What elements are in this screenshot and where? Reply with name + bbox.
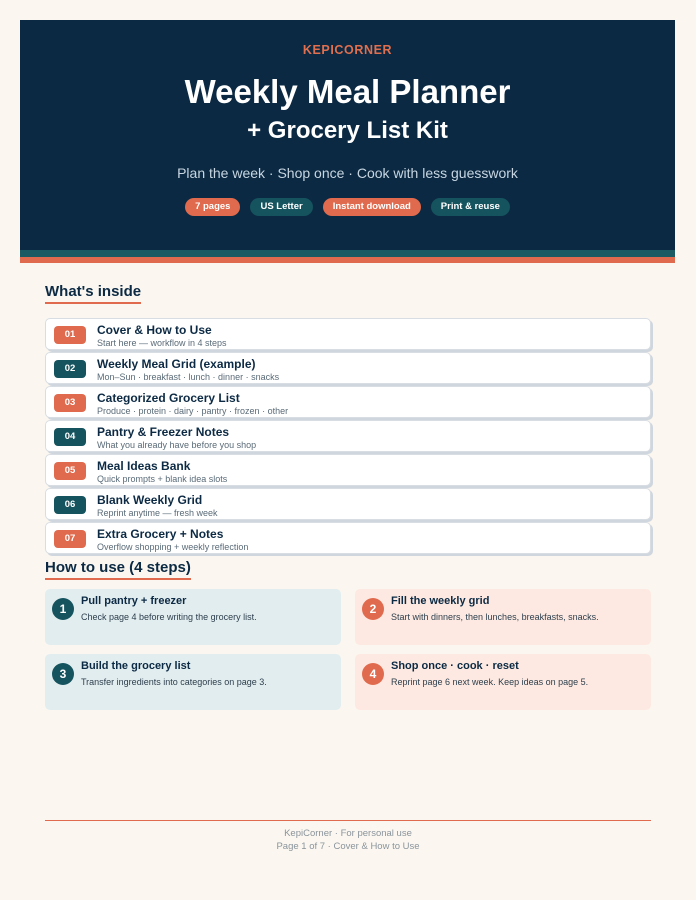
item-subtitle: Quick prompts + blank idea slots	[97, 474, 228, 484]
item-title: Blank Weekly Grid	[97, 493, 203, 507]
item-subtitle: Produce · protein · dairy · pantry · frozen · other	[97, 406, 289, 416]
step-card	[45, 589, 341, 645]
list-item	[45, 488, 651, 520]
page-number-badge: 01	[54, 326, 86, 344]
item-title: Meal Ideas Bank	[97, 459, 191, 473]
divider-stripe-coral	[20, 257, 675, 263]
step-description: Check page 4 before writing the grocery list.	[81, 612, 257, 622]
list-item	[45, 454, 651, 486]
pill-pages: 7 pages	[185, 198, 240, 216]
item-title: Extra Grocery + Notes	[97, 527, 224, 541]
title-line-2: + Grocery List Kit	[247, 117, 448, 144]
step-title: Shop once · cook · reset	[391, 660, 519, 672]
item-subtitle: Reprint anytime — fresh week	[97, 508, 218, 518]
pill-size: US Letter	[250, 198, 312, 216]
how-to-use-heading: How to use (4 steps)	[45, 559, 191, 580]
item-title: Categorized Grocery List	[97, 391, 240, 405]
page-number-badge: 03	[54, 394, 86, 412]
list-item	[45, 318, 651, 350]
step-title: Pull pantry + freezer	[81, 595, 187, 607]
step-description: Start with dinners, then lunches, breakfasts, snacks.	[391, 612, 599, 622]
footer-divider	[45, 820, 651, 821]
item-subtitle: Mon–Sun · breakfast · lunch · dinner · snacks	[97, 372, 280, 382]
step-card	[355, 654, 651, 710]
step-title: Fill the weekly grid	[391, 595, 490, 607]
divider-stripe-teal	[20, 250, 675, 257]
item-subtitle: Overflow shopping + weekly reflection	[97, 542, 249, 552]
step-description: Reprint page 6 next week. Keep ideas on page 5.	[391, 677, 589, 687]
list-item	[45, 420, 651, 452]
step-number-badge: 2	[362, 598, 384, 620]
step-card	[355, 589, 651, 645]
list-item	[45, 352, 651, 384]
item-subtitle: What you already have before you shop	[97, 440, 257, 450]
page-number-badge: 07	[54, 530, 86, 548]
item-subtitle: Start here — workflow in 4 steps	[97, 338, 227, 348]
page-number-badge: 05	[54, 462, 86, 480]
page-number-badge: 04	[54, 428, 86, 446]
step-description: Transfer ingredients into categories on page 3.	[81, 677, 267, 687]
list-item	[45, 522, 651, 554]
footer-brand: KepiCorner · For personal use	[284, 828, 412, 839]
page-number-badge: 06	[54, 496, 86, 514]
brand-name: KEPICORNER	[302, 43, 393, 57]
footer-page-info: Page 1 of 7 · Cover & How to Use	[276, 841, 420, 852]
pill-print: Print & reuse	[431, 198, 510, 216]
tagline: Plan the week · Shop once · Cook with less guesswork	[177, 165, 518, 181]
item-title: Weekly Meal Grid (example)	[97, 357, 256, 371]
step-number-badge: 3	[52, 663, 74, 685]
feature-pills	[20, 198, 675, 216]
hero-banner	[20, 20, 675, 250]
step-title: Build the grocery list	[81, 660, 191, 672]
item-title: Cover & How to Use	[97, 323, 212, 337]
pill-download: Instant download	[323, 198, 421, 216]
title-line-1: Weekly Meal Planner	[184, 73, 511, 110]
contents-list	[45, 318, 651, 556]
page-number-badge: 02	[54, 360, 86, 378]
whats-inside-heading: What's inside	[45, 283, 141, 304]
step-card	[45, 654, 341, 710]
item-title: Pantry & Freezer Notes	[97, 425, 230, 439]
list-item	[45, 386, 651, 418]
step-number-badge: 4	[362, 663, 384, 685]
step-number-badge: 1	[52, 598, 74, 620]
